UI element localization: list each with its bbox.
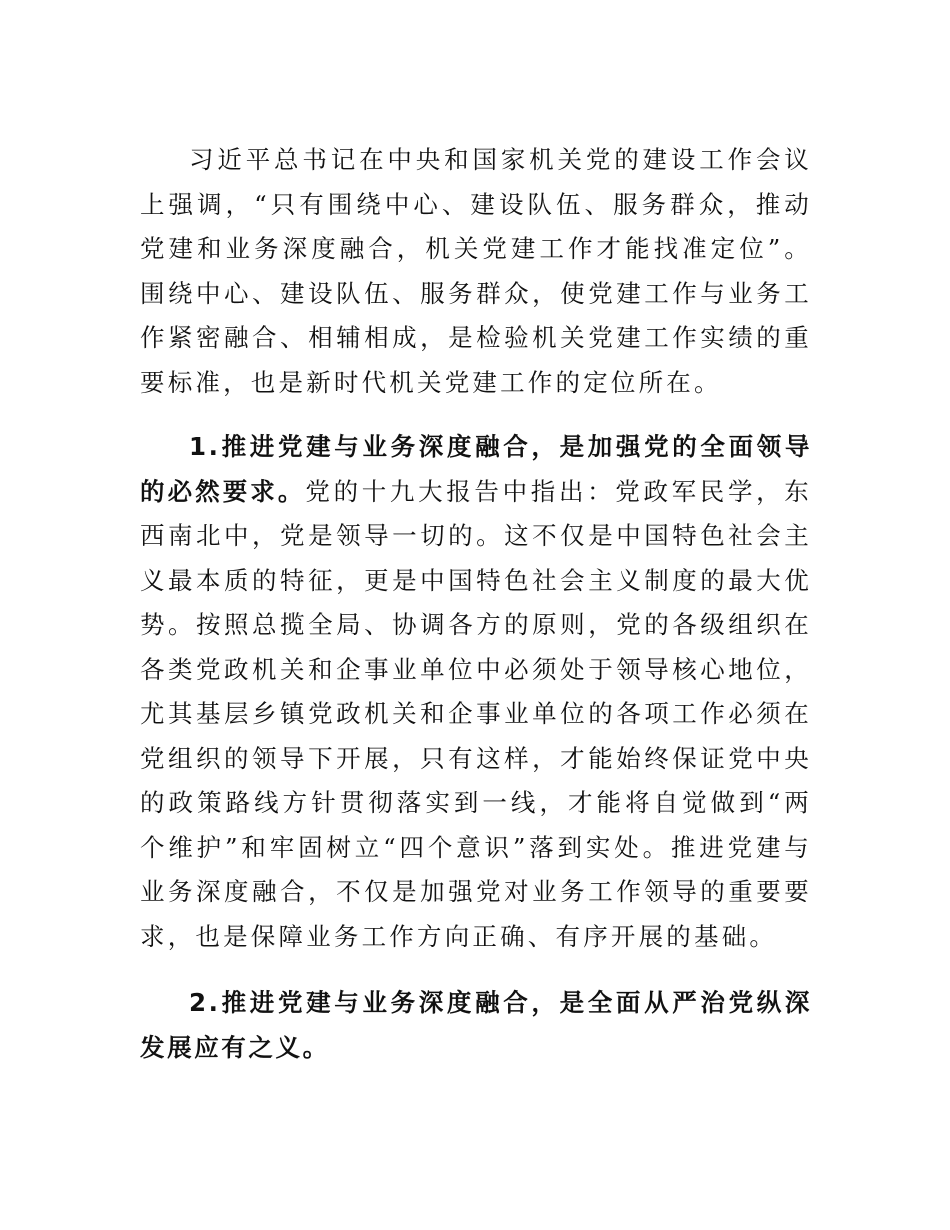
point-2-heading: 2.推进党建与业务深度融合，是全面从严治党纵深发展应有之义。 [140,988,812,1062]
point-1-text: 党的十九大报告中指出：党政军民学，东西南北中，党是领导一切的。这不仅是中国特色社会主义最本质的特征，更是中国特色社会主义制度的最大优势。按照总揽全局、协调各方的原则，党的各级组织在各类党政机关和企事业单位中必须处于领导核心地位，尤其基层乡镇党政机关和企事业单位的各项工作必须在党组织的领导下开展，只有这样，才能始终保证党中央的政策路线方针贯彻落实到一线，才能将自觉做到“两个维护”和牢固树立“四个意识”落到实处。推进党建与业务深度融合，不仅是加强党对业务工作领导的重要要求，也是保障业务工作方向正确、有序开展的基础。 [140,476,812,951]
paragraph-intro-text: 习近平总书记在中央和国家机关党的建设工作会议上强调，“只有围绕中心、建设队伍、服务群众，推动党建和业务深度融合，机关党建工作才能找准定位”。围绕中心、建设队伍、服务群众，使党建工作与业务工作紧密融合、相辅相成，是检验机关党建工作实绩的重要标准，也是新时代机关党建工作的定位所在。 [140,145,812,397]
document-body [140,138,812,1070]
paragraph-point-2 [140,981,812,1070]
point-1-heading: 1.推进党建与业务深度融合，是加强党的全面领导的必然要求。 [140,432,812,506]
paragraph-intro [140,138,812,405]
paragraph-point-1 [140,425,812,959]
